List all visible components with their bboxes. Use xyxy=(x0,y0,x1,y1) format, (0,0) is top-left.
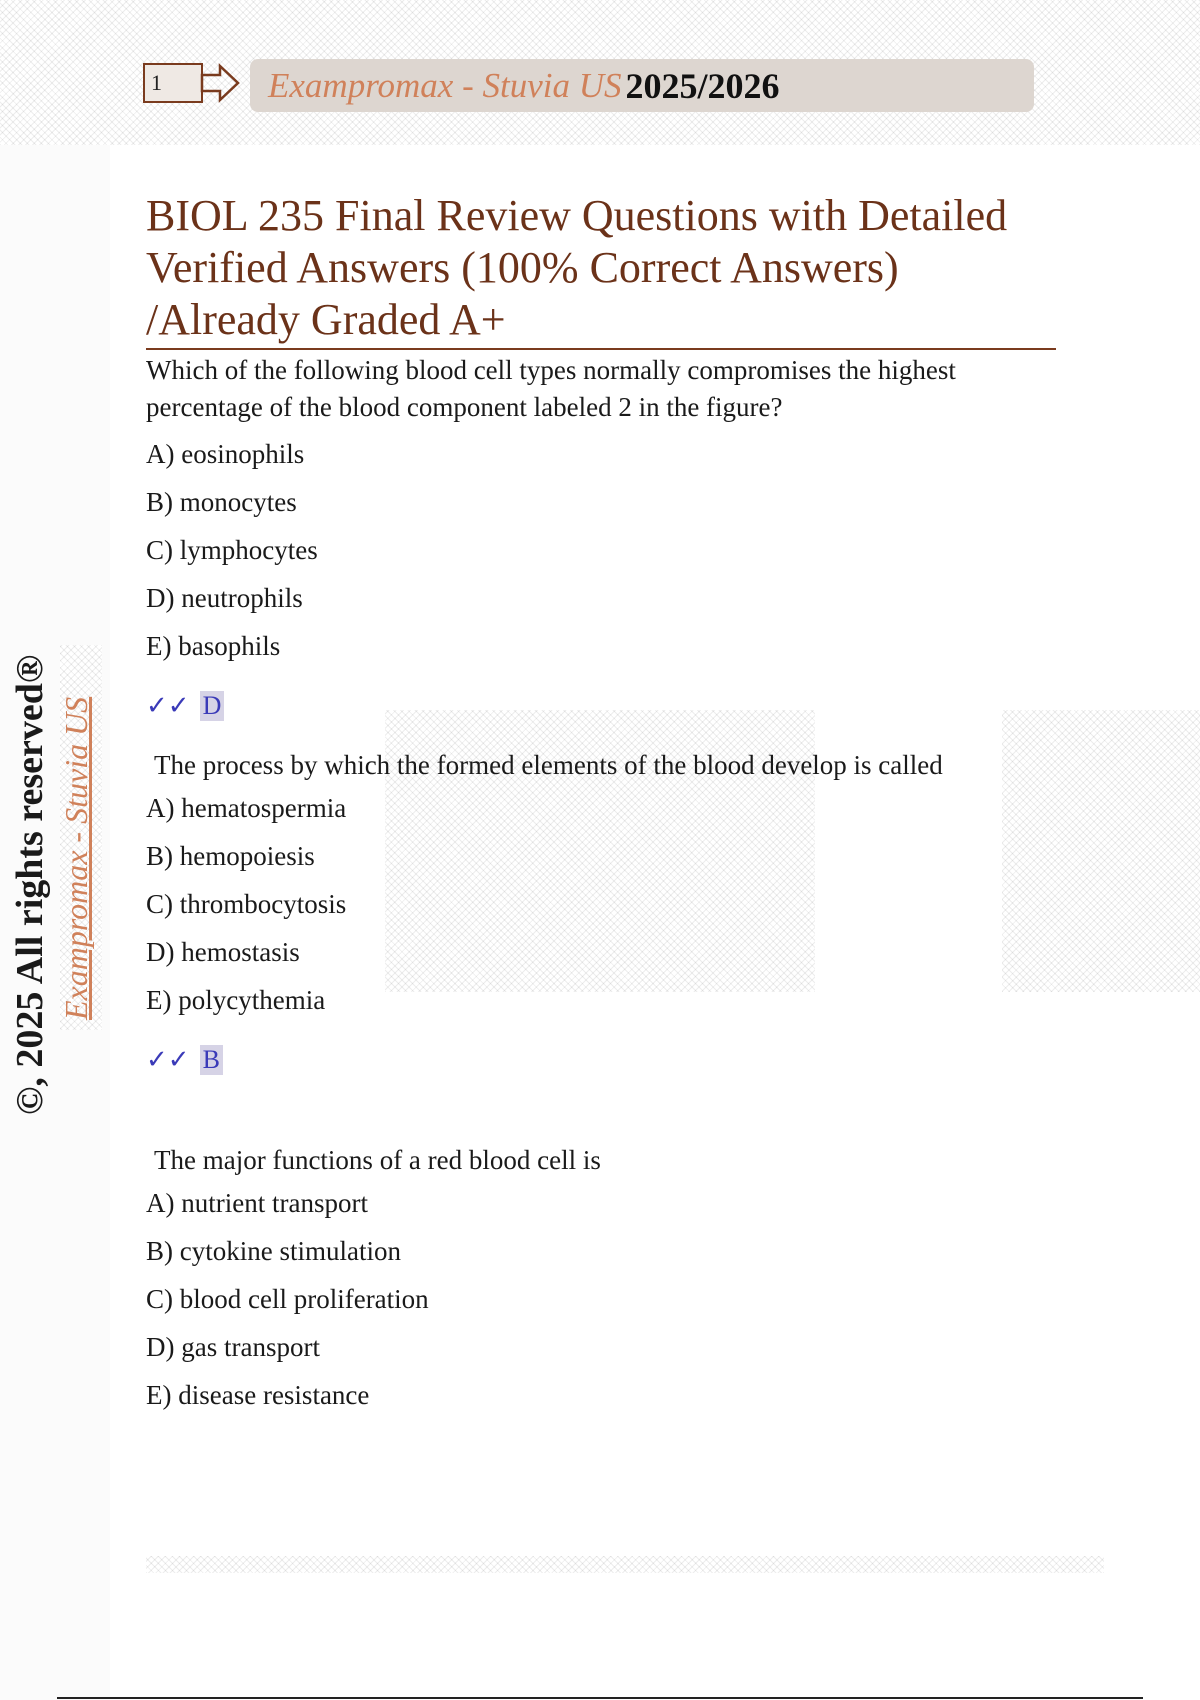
option-b: B) hemopoiesis xyxy=(146,841,315,871)
question-1 xyxy=(146,352,1046,747)
option-e: E) disease resistance xyxy=(146,1380,370,1410)
question-text: The major functions of a red blood cell is xyxy=(154,1145,601,1175)
header-brand: Exampromax - Stuvia US xyxy=(268,65,622,105)
option-b: B) cytokine stimulation xyxy=(146,1236,401,1266)
question-text: The process by which the formed elements of the blood develop is called xyxy=(154,750,943,780)
answer-row xyxy=(146,686,1046,726)
option-c: C) lymphocytes xyxy=(146,535,318,565)
document-title: BIOL 235 Final Review Questions with Detailed Verified Answers (100% Correct Answers) /Already Graded A+ xyxy=(146,190,1056,350)
option-c: C) blood cell proliferation xyxy=(146,1284,429,1314)
option-d: D) gas transport xyxy=(146,1332,320,1362)
arrow-right-icon xyxy=(200,62,240,104)
header-banner xyxy=(250,59,1034,112)
question-list xyxy=(146,352,1046,1425)
copyright-notice: ©, 2025 All rights reserved® xyxy=(9,654,51,1115)
option-b: B) monocytes xyxy=(146,487,297,517)
answer-row xyxy=(146,1040,1046,1080)
option-e: E) basophils xyxy=(146,631,281,661)
option-c: C) thrombocytosis xyxy=(146,889,347,919)
option-a: A) hematospermia xyxy=(146,793,347,823)
question-text: Which of the following blood cell types normally compromises the highest percentage of the blood component labeled 2 in the figure? xyxy=(146,355,956,422)
side-brand: Exampromax - Stuvia US xyxy=(58,696,94,1020)
page-number-badge: 1 xyxy=(143,63,203,103)
option-a: A) eosinophils xyxy=(146,439,305,469)
answer-letter: D xyxy=(200,691,225,721)
option-a: A) nutrient transport xyxy=(146,1188,368,1218)
question-2 xyxy=(146,747,1046,1142)
header-year: 2025/2026 xyxy=(625,65,780,106)
check-icon: ✓✓ xyxy=(146,691,190,720)
footer-pattern-strip xyxy=(146,1556,1104,1573)
check-icon: ✓✓ xyxy=(146,1045,190,1074)
side-watermark xyxy=(0,115,110,1115)
option-d: D) neutrophils xyxy=(146,583,303,613)
bottom-divider xyxy=(57,1697,1143,1699)
answer-letter: B xyxy=(200,1045,223,1075)
option-d: D) hemostasis xyxy=(146,937,300,967)
question-3 xyxy=(146,1142,1046,1425)
option-e: E) polycythemia xyxy=(146,985,326,1015)
